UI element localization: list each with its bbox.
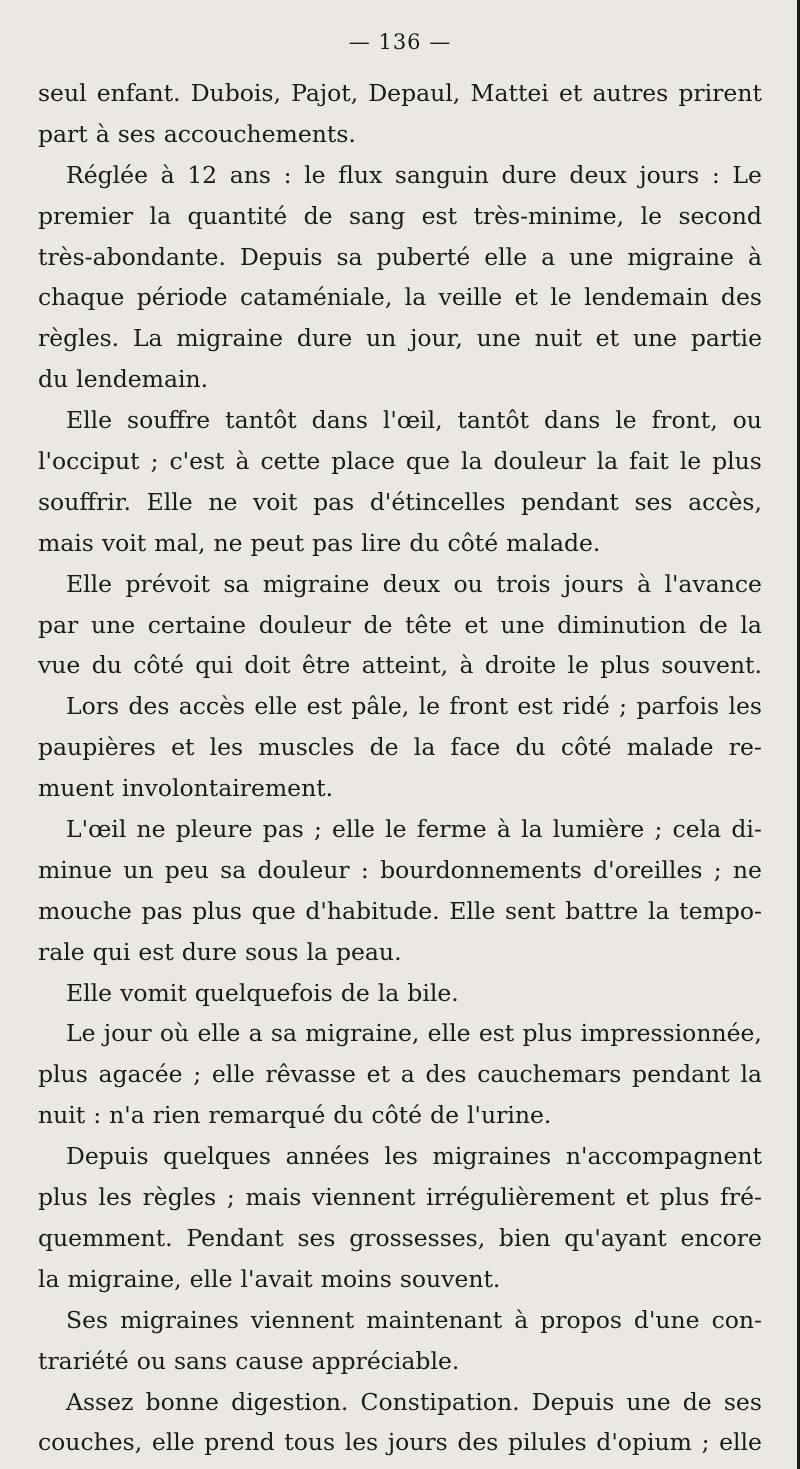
- text-line: Le jour où elle a sa migraine, elle est plus impressionnée,: [66, 1019, 762, 1048]
- text-line: quemment. Pendant ses grossesses, bien qu'ayant encore: [38, 1223, 762, 1252]
- text-line: part à ses accouchements.: [38, 119, 356, 148]
- paragraph: [38, 400, 762, 564]
- text-line: plus les règles ; mais viennent irrégulièrement et plus fré-: [38, 1183, 762, 1212]
- text-line: Réglée à 12 ans : le flux sanguin dure deux jours : Le: [66, 160, 762, 189]
- text-line: Assez bonne digestion. Constipation. Depuis une de ses: [66, 1387, 762, 1416]
- text-line: Depuis quelques années les migraines n'accompagnent: [66, 1142, 762, 1171]
- paragraph: [38, 564, 762, 687]
- text-line: minue un peu sa douleur : bourdonnements d'oreilles ; ne: [38, 855, 762, 884]
- text-line: couches, elle prend tous les jours des pilules d'opium ; elle: [38, 1428, 762, 1457]
- text-line: Elle vomit quelquefois de la bile.: [66, 978, 459, 1007]
- text-line: seul enfant. Dubois, Pajot, Depaul, Mattei et autres prirent: [38, 79, 762, 107]
- text-line: très-abondante. Depuis sa puberté elle a une migraine à: [38, 242, 762, 271]
- text-line: Ses migraines viennent maintenant à propos d'une con-: [66, 1305, 762, 1334]
- text-line: rale qui est dure sous la peau.: [38, 937, 402, 966]
- text-line: Elle souffre tantôt dans l'œil, tantôt dans le front, ou: [66, 406, 762, 435]
- text-line: trariété ou sans cause appréciable.: [38, 1346, 460, 1375]
- paragraph: [38, 155, 762, 400]
- text-line: par une certaine douleur de tête et une diminution de la: [38, 610, 762, 639]
- text-line: nuit : n'a rien remarqué du côté de l'urine.: [38, 1101, 552, 1130]
- page-number: — 136 —: [348, 30, 452, 54]
- paragraph: [38, 809, 762, 973]
- text-body: [38, 73, 762, 1463]
- text-line: vue du côté qui doit être atteint, à droite le plus souvent.: [38, 651, 762, 680]
- text-line: plus agacée ; elle rêvasse et a des cauchemars pendant la: [38, 1060, 762, 1089]
- paragraph: [38, 1382, 762, 1464]
- text-line: Lors des accès elle est pâle, le front est ridé ; parfois les: [66, 692, 762, 721]
- text-line: paupières et les muscles de la face du côté malade re-: [38, 733, 762, 762]
- paragraph: [38, 73, 762, 155]
- text-line: premier la quantité de sang est très-minime, le second: [38, 201, 762, 230]
- text-line: du lendemain.: [38, 365, 209, 394]
- text-line: L'œil ne pleure pas ; elle le ferme à la lumière ; cela di-: [66, 815, 762, 844]
- text-line: mouche pas plus que d'habitude. Elle sent battre la tempo-: [38, 896, 762, 925]
- text-line: règles. La migraine dure un jour, une nuit et une partie: [38, 324, 762, 353]
- text-line: Elle prévoit sa migraine deux ou trois jours à l'avance: [66, 569, 762, 598]
- text-line: la migraine, elle l'avait moins souvent.: [38, 1264, 501, 1293]
- text-line: l'occiput ; c'est à cette place que la douleur la fait le plus: [38, 447, 762, 476]
- text-line: muent involontairement.: [38, 774, 334, 803]
- paragraph: [38, 686, 762, 809]
- paragraph: [38, 1136, 762, 1300]
- paragraph: [38, 973, 762, 1014]
- text-line: mais voit mal, ne peut pas lire du côté malade.: [38, 528, 601, 557]
- paragraph: [38, 1013, 762, 1136]
- paragraph: [38, 1300, 762, 1382]
- text-line: souffrir. Elle ne voit pas d'étincelles pendant ses accès,: [38, 487, 762, 516]
- text-line: chaque période cataméniale, la veille et le lendemain des: [38, 283, 762, 312]
